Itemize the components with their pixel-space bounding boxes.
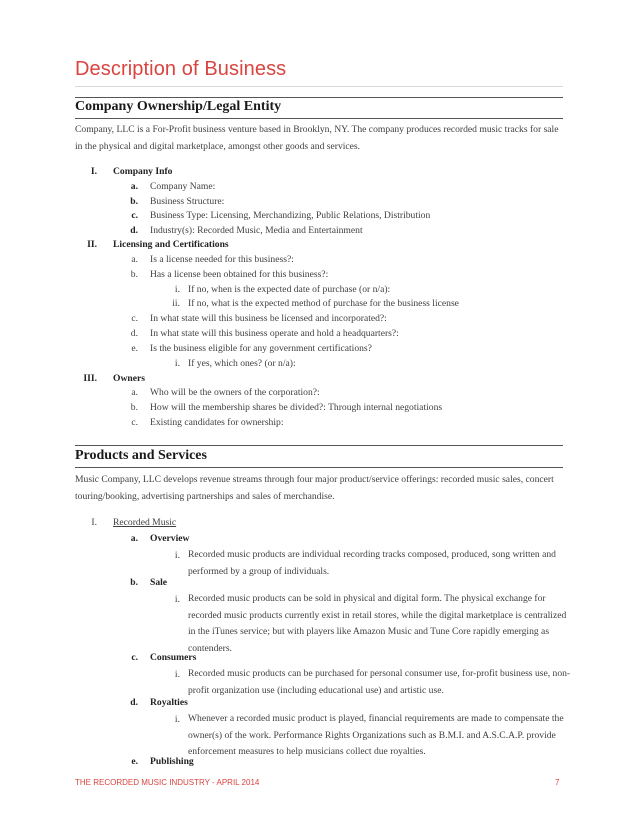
outline-letter: b.: [130, 577, 138, 588]
outline-subheading: Sale: [150, 577, 168, 588]
outline-item: How will the membership shares be divided?: Through internal negotiations: [150, 402, 443, 413]
outline-item: In what state will this business be licensed and incorporated?:: [150, 313, 387, 324]
outline-subheading: Consumers: [150, 652, 197, 663]
outline-number: III.: [83, 373, 97, 384]
outline-item: Who will be the owners of the corporation?:: [150, 387, 320, 398]
outline-letter: d.: [130, 225, 138, 236]
outline-letter: a.: [130, 533, 138, 544]
outline-subitem: If no, what is the expected method of purchase for the business license: [188, 298, 459, 309]
outline-item: Existing candidates for ownership:: [150, 417, 284, 428]
outline-item: Company Name:: [150, 181, 216, 192]
outline-roman: i.: [174, 594, 180, 605]
section-rule-top: [75, 97, 563, 98]
outline-number: II.: [87, 239, 97, 250]
outline-item: Business Structure:: [150, 196, 225, 207]
outline-letter: a.: [131, 387, 138, 398]
outline-subheading: Royalties: [150, 697, 188, 708]
outline-letter: c.: [131, 417, 138, 428]
section-rule-bottom: [75, 467, 563, 468]
outline-letter: d.: [130, 697, 138, 708]
outline-subheading: Overview: [150, 533, 190, 544]
outline-item: In what state will this business operate and hold a headquarters?:: [150, 328, 399, 339]
outline-letter: e.: [131, 756, 138, 767]
outline-heading-licensing: Licensing and Certifications: [113, 239, 229, 250]
outline-roman: i.: [174, 358, 180, 369]
outline-detail: Recorded music products are individual recording tracks composed, produced, song written and performed by a group of individuals.: [188, 549, 556, 577]
outline-detail: Recorded music products can be purchased for personal consumer use, for-profit business use, non-profit organization use (including educational use) and artistic use.: [188, 668, 571, 696]
section-rule-top: [75, 445, 563, 446]
outline-letter: b.: [130, 402, 138, 413]
section-rule-bottom: [75, 118, 563, 119]
outline-number: I.: [91, 517, 97, 528]
outline-subheading: Publishing: [150, 756, 194, 767]
outline-letter: a.: [130, 181, 138, 192]
outline-heading-recorded-music: Recorded Music: [113, 517, 177, 528]
products-intro: Music Company, LLC develops revenue streams through four major product/service offerings: recorded music sales, concert touring/booking, advertising partnerships and sales of merchandise.: [75, 474, 554, 502]
outline-roman: i.: [174, 284, 180, 295]
footer-text: THE RECORDED MUSIC INDUSTRY - APRIL 2014: [75, 778, 260, 787]
outline-subitem: If yes, which ones? (or n/a):: [188, 358, 296, 369]
outline-letter: a.: [131, 254, 138, 265]
section-heading-products: Products and Services: [75, 448, 207, 463]
outline-item: Business Type: Licensing, Merchandizing, Public Relations, Distribution: [150, 210, 431, 221]
outline-letter: c.: [131, 210, 138, 221]
outline-roman: i.: [174, 669, 180, 680]
page-title: Description of Business: [75, 58, 287, 80]
outline-detail: Whenever a recorded music product is played, financial requirements are made to compensate the owner(s) of the work. Performance Rights Organizations such as B.M.I. and A.S.C.A.P. provide enforcement measures to help musicians collect due royalties.: [188, 713, 564, 757]
outline-subitem: If no, when is the expected date of purchase (or n/a):: [188, 284, 391, 295]
outline-item: Is a license needed for this business?:: [150, 254, 294, 265]
page-number: 7: [555, 778, 560, 787]
outline-roman: i.: [174, 550, 180, 561]
outline-number: I.: [90, 166, 97, 177]
title-divider: [75, 86, 563, 87]
outline-letter: c.: [131, 313, 138, 324]
outline-letter: d.: [130, 328, 138, 339]
outline-letter: b.: [130, 269, 138, 280]
outline-heading-company-info: Company Info: [113, 166, 173, 177]
outline-letter: e.: [131, 343, 138, 354]
outline-item: Has a license been obtained for this business?:: [150, 269, 329, 280]
outline-letter: b.: [130, 196, 138, 207]
outline-detail: Recorded music products can be sold in physical and digital form. The physical exchange for recorded music products currently exist in retail stores, while the digital marketplace is centralized in the iTunes service; but with players like Amazon Music and Tune Core rapidly emerging as contenders.: [188, 593, 567, 654]
outline-letter: c.: [131, 652, 138, 663]
outline-roman: i.: [174, 714, 180, 725]
outline-item: Industry(s): Recorded Music, Media and Entertainment: [150, 225, 363, 236]
outline-heading-owners: Owners: [113, 373, 145, 384]
outline-roman: ii.: [172, 298, 180, 309]
outline-item: Is the business eligible for any government certifications?: [150, 343, 372, 354]
ownership-intro: Company, LLC is a For-Profit business venture based in Brooklyn, NY. The company produces recorded music tracks for sale in the physical and digital marketplace, amongst other goods and services.: [75, 124, 559, 152]
section-heading-ownership: Company Ownership/Legal Entity: [75, 99, 282, 114]
